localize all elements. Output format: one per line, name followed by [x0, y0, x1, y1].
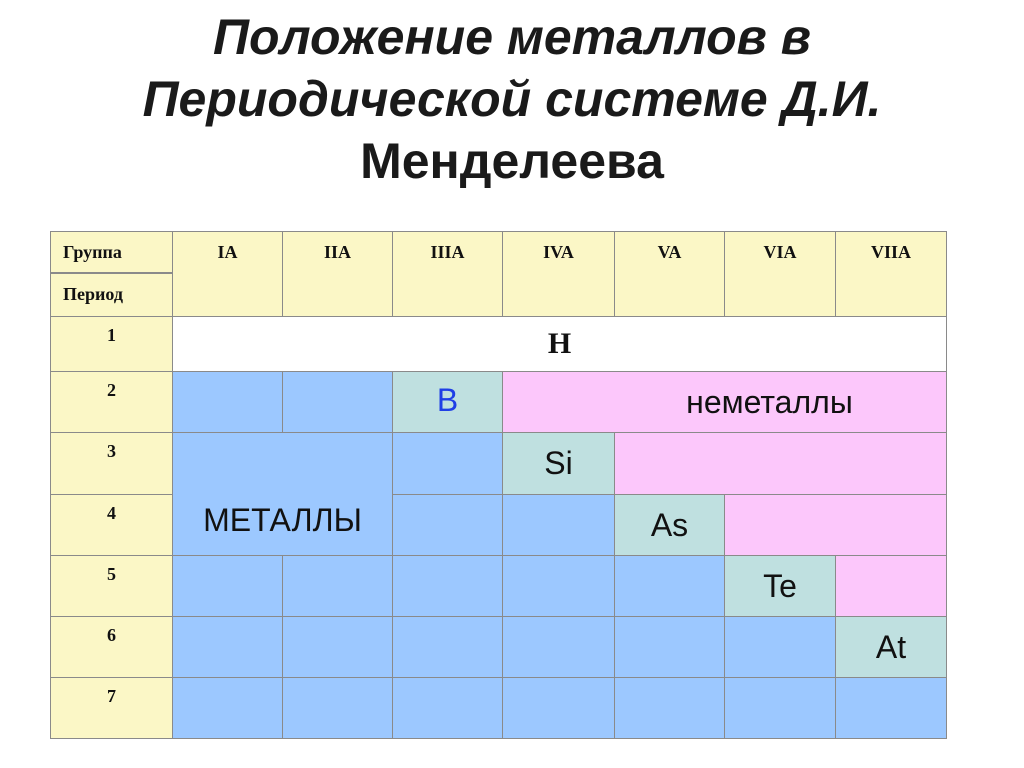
- metals-region: [172, 432, 393, 556]
- period-cell-5: [50, 555, 173, 617]
- group-header-label: IIA: [323, 242, 351, 262]
- metal-cell: [282, 555, 393, 617]
- metal-cell: [392, 555, 503, 617]
- astatine-symbol: At: [875, 628, 907, 665]
- metal-cell: [392, 432, 503, 495]
- metal-cell: [502, 555, 615, 617]
- arsenic-cell: [614, 494, 725, 556]
- metal-cell: [502, 616, 615, 678]
- metal-cell: [282, 371, 393, 433]
- title-line-3: Менделеева: [360, 133, 664, 189]
- metal-cell: [172, 677, 283, 739]
- metal-cell: [614, 616, 725, 678]
- group-header-iva: [502, 231, 615, 317]
- period-cell-7: [50, 677, 173, 739]
- boron-symbol: B: [436, 382, 459, 418]
- period-number: 3: [107, 441, 116, 461]
- group-header-iiia: [392, 231, 503, 317]
- period-cell-1: [50, 316, 173, 372]
- metal-cell: [502, 494, 615, 556]
- metal-cell: [835, 677, 947, 739]
- group-header-ia: [172, 231, 283, 317]
- period-number: 1: [107, 325, 116, 345]
- group-header-viia: [835, 231, 947, 317]
- group-header-label: VA: [657, 242, 682, 262]
- title-line-1: Положение металлов в: [213, 9, 811, 65]
- period-label: Период: [63, 284, 123, 304]
- metals-label: МЕТАЛЛЫ: [203, 502, 362, 538]
- astatine-cell: [835, 616, 947, 678]
- group-label: Группа: [63, 242, 122, 262]
- metal-cell: [392, 677, 503, 739]
- metal-cell: [172, 555, 283, 617]
- arsenic-symbol: As: [650, 506, 689, 543]
- metal-cell: [392, 494, 503, 556]
- group-header-label: IVA: [543, 242, 574, 262]
- title-line-2: Периодической системе Д.И.: [142, 71, 882, 127]
- metal-cell: [282, 677, 393, 739]
- nonmetal-cell: [724, 494, 947, 556]
- metal-cell: [724, 677, 836, 739]
- period-number: 6: [107, 625, 116, 645]
- group-header-iia: [282, 231, 393, 317]
- period-number: 7: [107, 686, 116, 706]
- boron-cell: [392, 371, 503, 433]
- metal-cell: [282, 616, 393, 678]
- silicon-cell: [502, 432, 615, 495]
- metal-cell: [392, 616, 503, 678]
- nonmetal-cell: [835, 555, 947, 617]
- period-cell-3: [50, 432, 173, 495]
- period-label-cell: [50, 273, 173, 317]
- period-number: 2: [107, 380, 116, 400]
- metal-cell: [172, 616, 283, 678]
- group-header-va: [614, 231, 725, 317]
- group-header-label: VIIA: [870, 242, 911, 262]
- metal-cell: [172, 371, 283, 433]
- tellurium-cell: [724, 555, 836, 617]
- hydrogen-symbol: H: [547, 327, 572, 360]
- metal-cell: [614, 677, 725, 739]
- metal-cell: [724, 616, 836, 678]
- group-label-cell: [50, 231, 173, 273]
- nonmetal-cell: [614, 432, 947, 495]
- group-header-label: IA: [217, 242, 238, 262]
- group-header-label: VIA: [763, 242, 797, 262]
- nonmetals-label: неметаллы: [686, 383, 853, 420]
- hydrogen-cell: [172, 316, 947, 372]
- group-header-label: IIIA: [430, 242, 465, 262]
- group-header-via: [724, 231, 836, 317]
- tellurium-symbol: Te: [763, 567, 797, 604]
- period-number: 4: [107, 503, 116, 523]
- period-number: 5: [107, 564, 116, 584]
- silicon-symbol: Si: [544, 445, 573, 481]
- period-cell-6: [50, 616, 173, 678]
- metal-cell: [614, 555, 725, 617]
- nonmetals-region: [502, 371, 947, 433]
- period-cell-2: [50, 371, 173, 433]
- period-cell-4: [50, 494, 173, 556]
- metal-cell: [502, 677, 615, 739]
